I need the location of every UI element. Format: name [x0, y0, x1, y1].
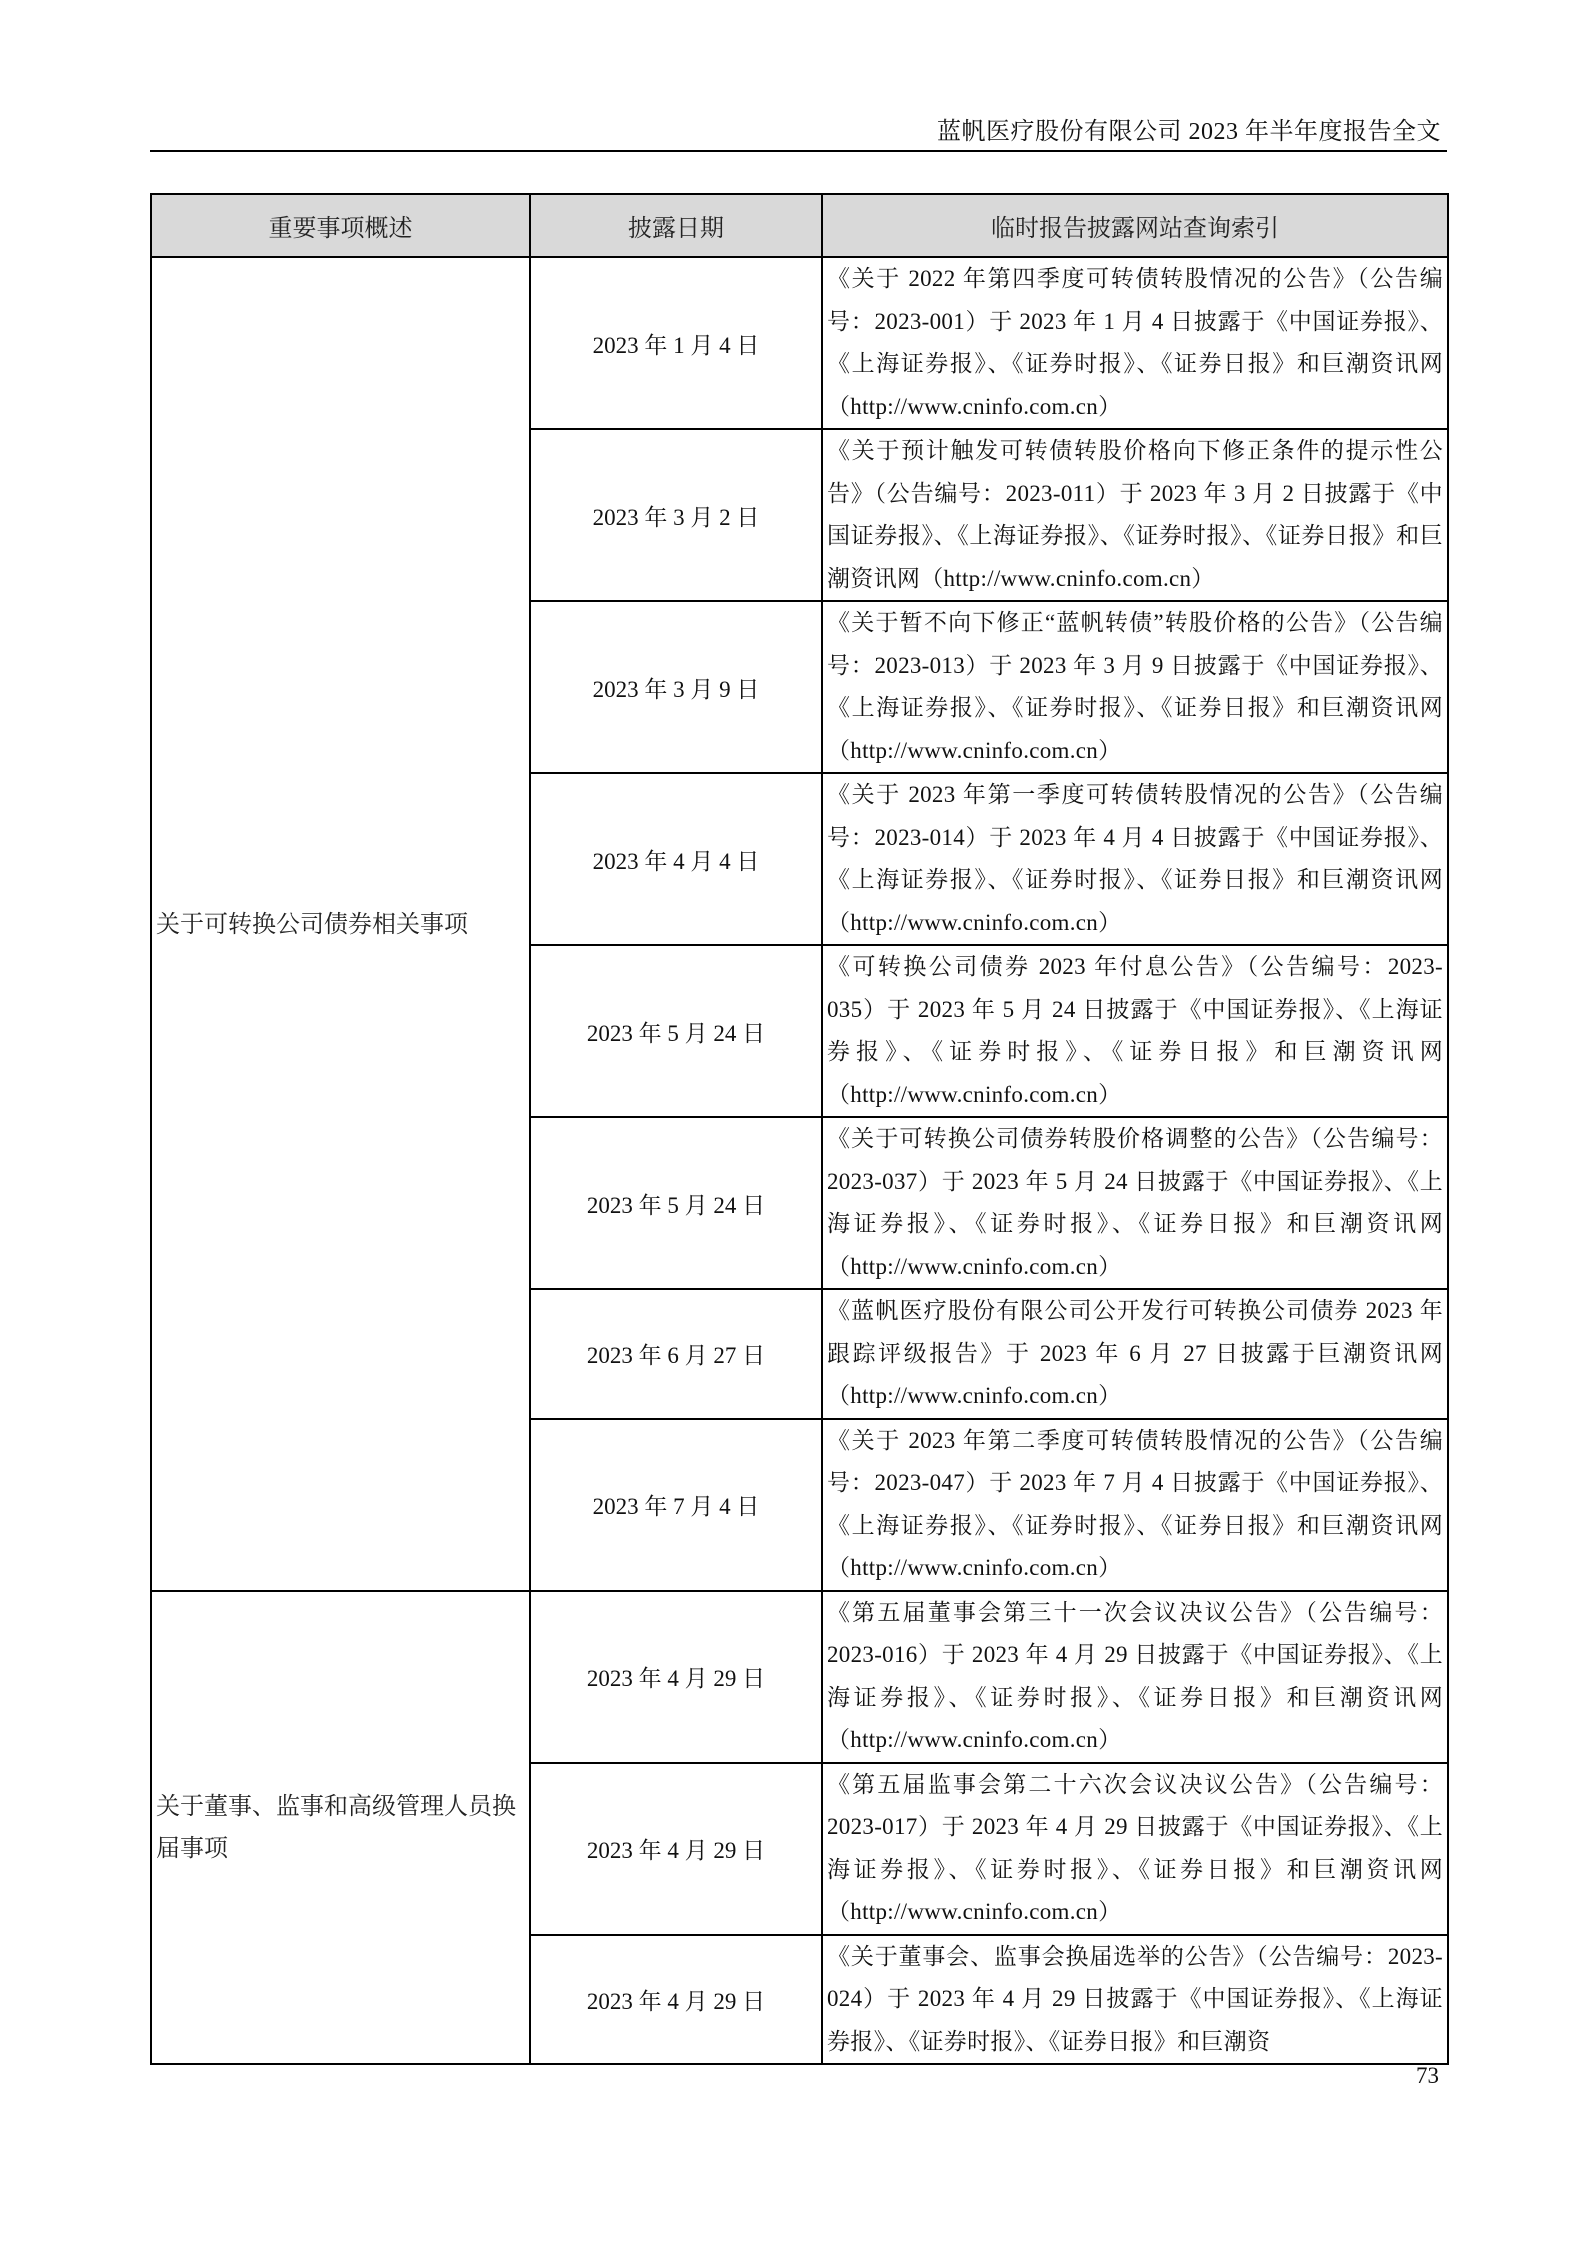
report-reference: 《关于可转换公司债券转股价格调整的公告》（公告编号：2023-037）于 2023 年 5 月 24 日披露于《中国证券报》、《上海证券报》、《证券时报》、《证券日报》和巨潮资讯网（http://www.cninfo.com.cn）: [822, 1117, 1448, 1289]
table-header-row: [151, 194, 1448, 257]
report-title: 蓝帆医疗股份有限公司 2023 年半年度报告全文: [937, 119, 1441, 145]
disclosure-date: 2023 年 1 月 4 日: [530, 257, 822, 429]
report-reference: 《关于 2023 年第二季度可转债转股情况的公告》（公告编号：2023-047）于 2023 年 7 月 4 日披露于《中国证券报》、《上海证券报》、《证券时报》、《证券日报》和巨潮资讯网（http://www.cninfo.com.cn）: [822, 1419, 1448, 1591]
topic-board-reelection: 关于董事、监事和高级管理人员换届事项: [151, 1591, 530, 2065]
table-row: [151, 257, 1448, 429]
report-reference: 《关于 2023 年第一季度可转债转股情况的公告》（公告编号：2023-014）于 2023 年 4 月 4 日披露于《中国证券报》、《上海证券报》、《证券时报》、《证券日报》和巨潮资讯网（http://www.cninfo.com.cn）: [822, 773, 1448, 945]
disclosure-date: 2023 年 4 月 4 日: [530, 773, 822, 945]
report-reference: 《第五届监事会第二十六次会议决议公告》（公告编号：2023-017）于 2023 年 4 月 29 日披露于《中国证券报》、《上海证券报》、《证券时报》、《证券日报》和巨潮资讯网（http://www.cninfo.com.cn）: [822, 1763, 1448, 1935]
disclosure-date: 2023 年 4 月 29 日: [530, 1763, 822, 1935]
column-header-date: 披露日期: [530, 194, 822, 257]
report-reference: 《关于 2022 年第四季度可转债转股情况的公告》（公告编号：2023-001）于 2023 年 1 月 4 日披露于《中国证券报》、《上海证券报》、《证券时报》、《证券日报》和巨潮资讯网（http://www.cninfo.com.cn）: [822, 257, 1448, 429]
disclosure-date: 2023 年 4 月 29 日: [530, 1935, 822, 2065]
page-header: [150, 108, 1447, 152]
report-reference: 《关于预计触发可转债转股价格向下修正条件的提示性公告》（公告编号：2023-011）于 2023 年 3 月 2 日披露于《中国证券报》、《上海证券报》、《证券时报》、《证券日报》和巨潮资讯网（http://www.cninfo.com.cn）: [822, 429, 1448, 601]
disclosure-date: 2023 年 3 月 9 日: [530, 601, 822, 773]
disclosure-date: 2023 年 6 月 27 日: [530, 1289, 822, 1419]
report-reference: 《可转换公司债券 2023 年付息公告》（公告编号：2023-035）于 2023 年 5 月 24 日披露于《中国证券报》、《上海证券报》、《证券时报》、《证券日报》和巨潮资讯网（http://www.cninfo.com.cn）: [822, 945, 1448, 1117]
report-reference: 《蓝帆医疗股份有限公司公开发行可转换公司债券 2023 年跟踪评级报告》于 2023 年 6 月 27 日披露于巨潮资讯网（http://www.cninfo.com.cn）: [822, 1289, 1448, 1419]
report-reference: 《关于董事会、监事会换届选举的公告》（公告编号：2023-024）于 2023 年 4 月 29 日披露于《中国证券报》、《上海证券报》、《证券时报》、《证券日报》和巨潮资: [822, 1935, 1448, 2065]
table-row: [151, 1591, 1448, 1763]
disclosure-date: 2023 年 5 月 24 日: [530, 945, 822, 1117]
disclosure-date: 2023 年 3 月 2 日: [530, 429, 822, 601]
disclosure-date: 2023 年 7 月 4 日: [530, 1419, 822, 1591]
topic-convertible-bonds: 关于可转换公司债券相关事项: [151, 257, 530, 1591]
report-reference: 《关于暂不向下修正“蓝帆转债”转股价格的公告》（公告编号：2023-013）于 2023 年 3 月 9 日披露于《中国证券报》、《上海证券报》、《证券时报》、《证券日报》和巨潮资讯网（http://www.cninfo.com.cn）: [822, 601, 1448, 773]
disclosure-date: 2023 年 4 月 29 日: [530, 1591, 822, 1763]
disclosure-date: 2023 年 5 月 24 日: [530, 1117, 822, 1289]
report-reference: 《第五届董事会第三十一次会议决议公告》（公告编号：2023-016）于 2023 年 4 月 29 日披露于《中国证券报》、《上海证券报》、《证券时报》、《证券日报》和巨潮资讯网（http://www.cninfo.com.cn）: [822, 1591, 1448, 1763]
disclosure-table: [150, 193, 1449, 2065]
page-number: 73: [1416, 2063, 1439, 2088]
column-header-topic: 重要事项概述: [151, 194, 530, 257]
column-header-reference: 临时报告披露网站查询索引: [822, 194, 1448, 257]
